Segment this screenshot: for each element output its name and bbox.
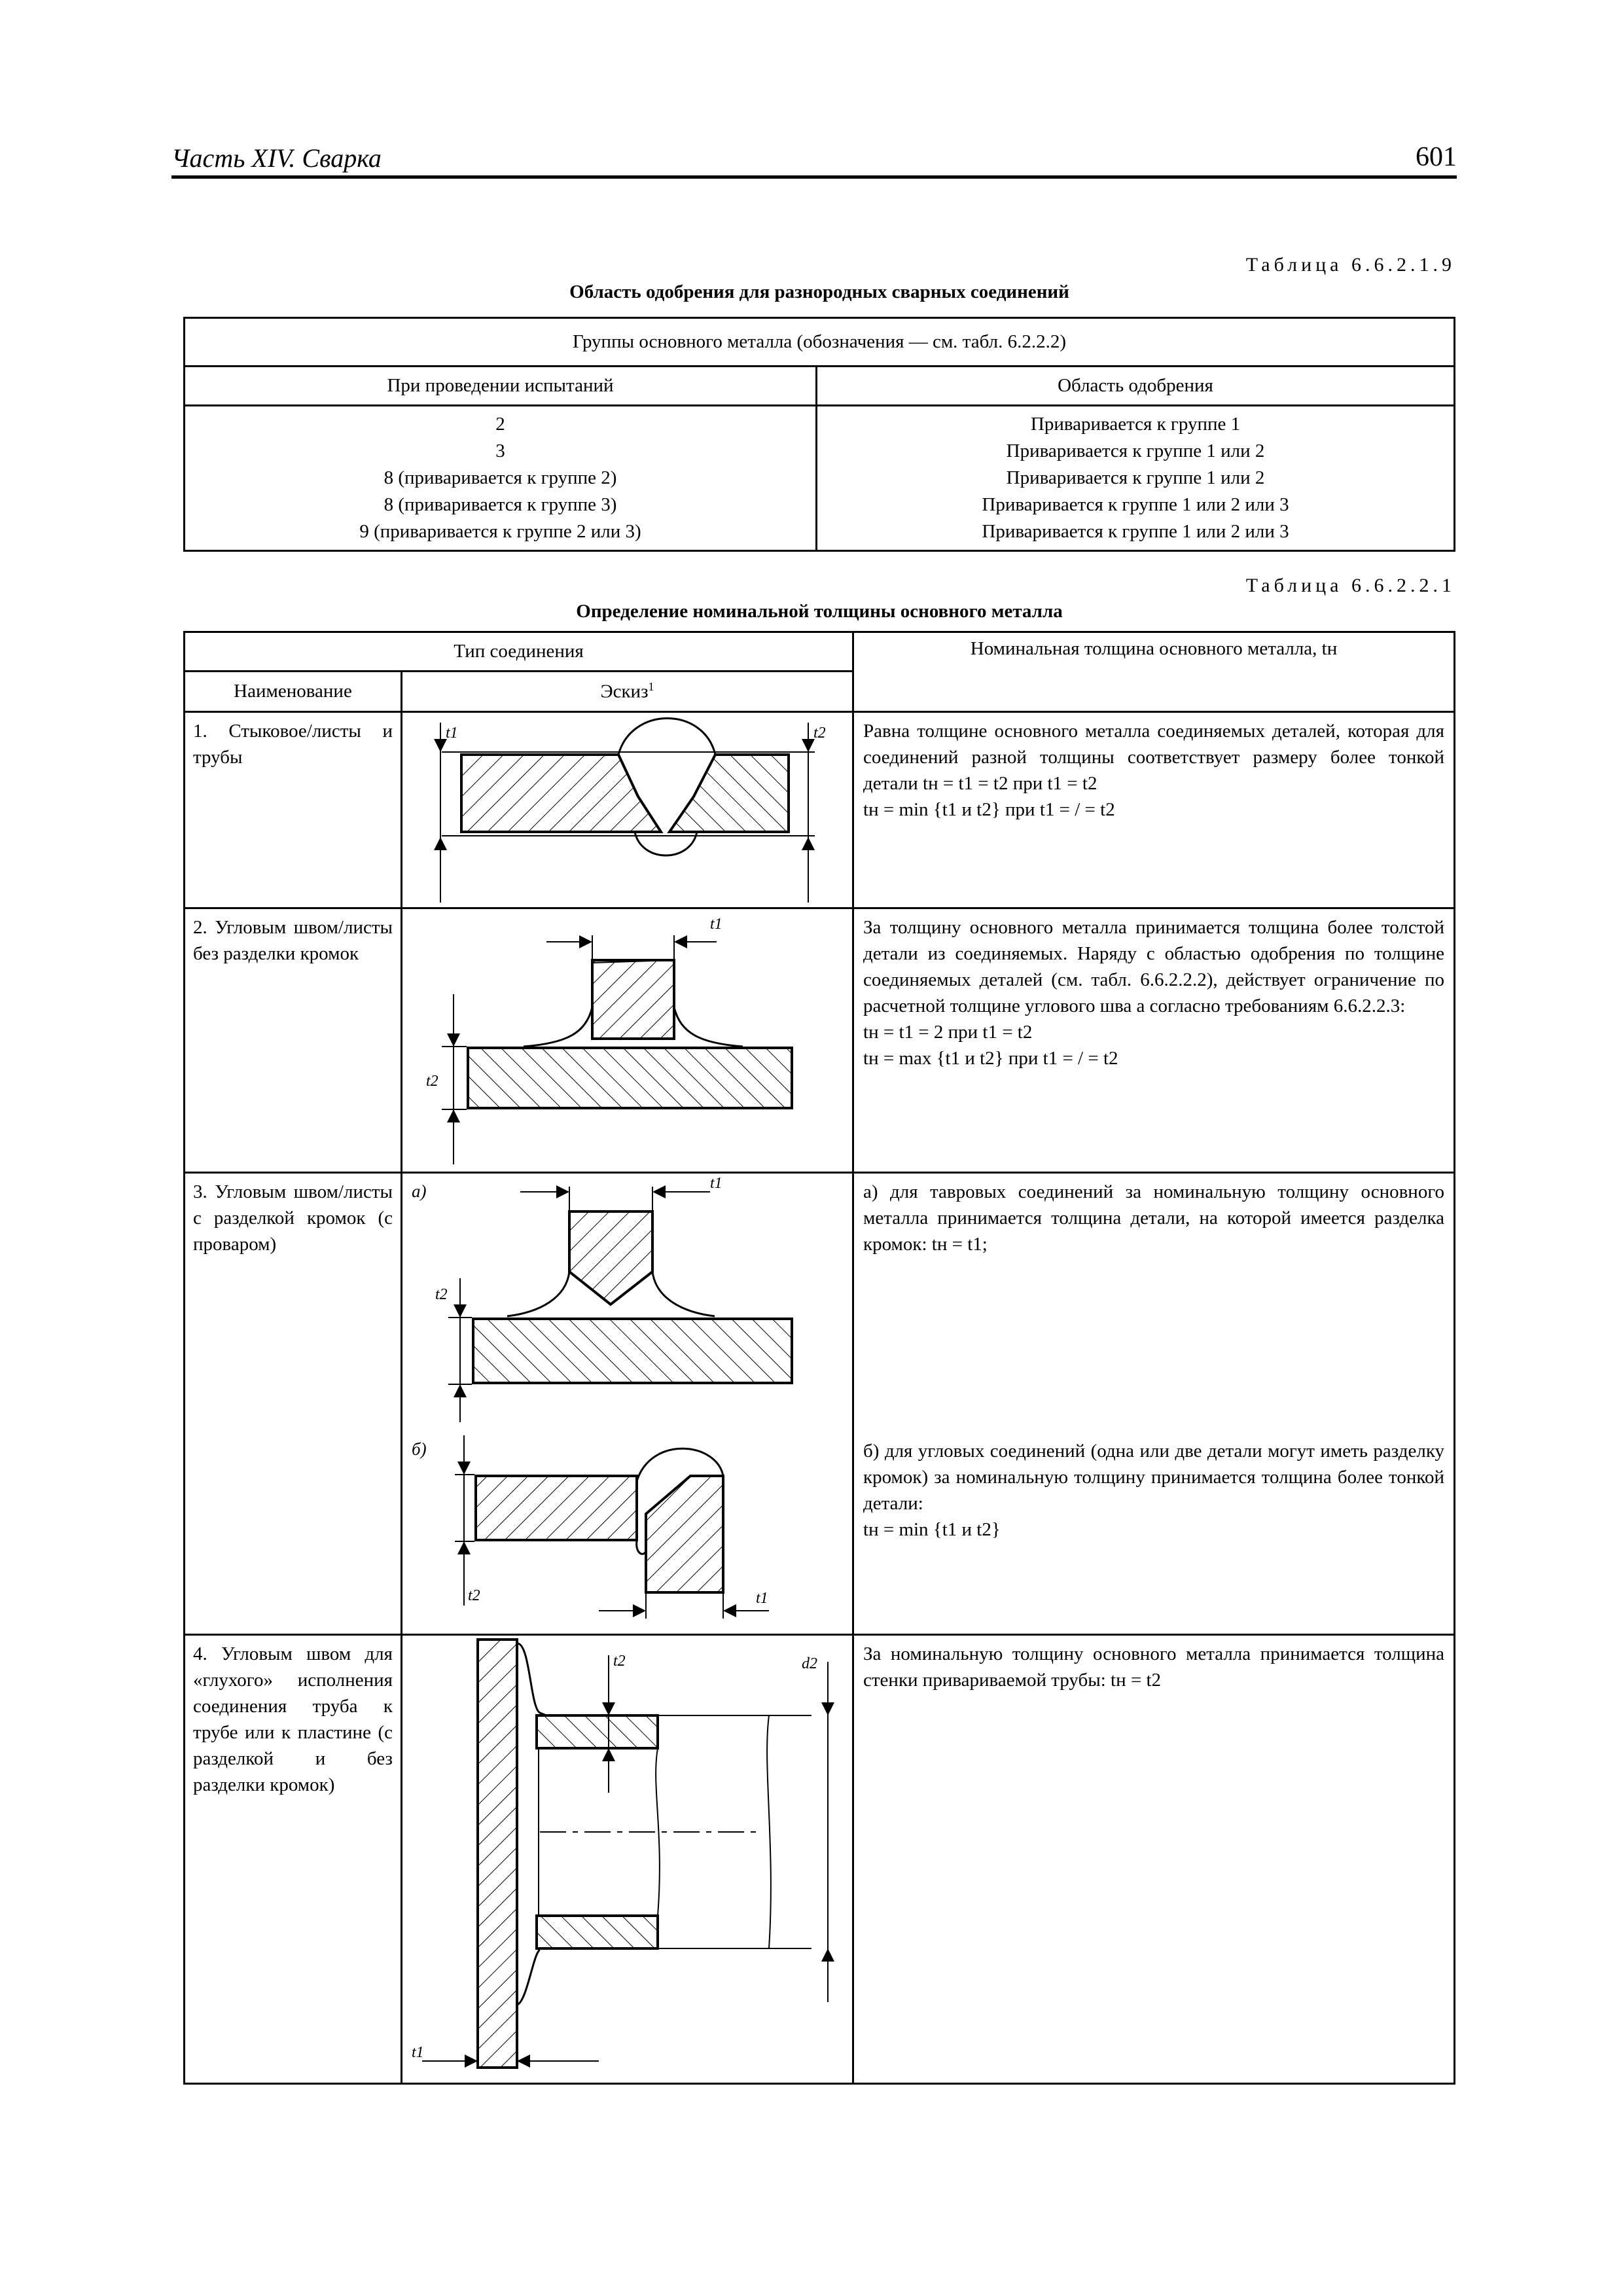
label-t2: t2: [426, 1073, 438, 1090]
table1-approval-cell: [817, 406, 1455, 551]
wall-plate: [478, 1640, 517, 2068]
base-plate-a: [473, 1319, 792, 1383]
label-t1-a: t1: [710, 1175, 722, 1192]
row4-note: [853, 1635, 1455, 2084]
row1-name: 1. Стыковое/листы и трубы: [185, 712, 402, 908]
table1-title: Область одобрения для разнородных сварных соединений: [569, 281, 1069, 302]
table1-approval-item: Приваривается к группе 1: [1030, 414, 1241, 435]
table1-tested-item: 8 (приваривается к группе 2): [383, 467, 617, 488]
row4-text: За номинальную толщину основного металла принимается толщина стенки привариваемой трубы: tн = t2: [863, 1643, 1444, 1691]
table1-label: Таблица 6.6.2.1.9: [1245, 254, 1455, 276]
label-b: б): [412, 1439, 427, 1459]
row2-formula2: tн = max {t1 и t2} при t1 = / = t2: [863, 1048, 1118, 1069]
row3-note: [853, 1173, 1455, 1635]
right-plate: [669, 755, 789, 832]
left-plate: [461, 755, 661, 832]
row1-sketch: [402, 712, 853, 908]
row4-name: 4. Угловым швом для «глухого» исполнения соединения труба к трубе или к пластине (с разделкой и без разделки кромок): [185, 1635, 402, 2084]
table1-tested-item: 2: [495, 414, 505, 435]
vertical-plate: [592, 960, 674, 1039]
row1-text: Равна толщине основного металла соединяемых деталей, которая для соединений разной толщины соответствует размеру более тонкой детали tн = t1 = t2 при t1 = t2: [863, 721, 1444, 794]
table2-col-sketch: [402, 672, 853, 712]
row2-name: 2. Угловым швом/листы без разделки кромок: [185, 908, 402, 1173]
sketch-heading-text: Эскиз: [600, 681, 649, 702]
label-t1-b: t1: [756, 1590, 768, 1607]
row1-note: [853, 712, 1455, 908]
horizontal-plate-b: [476, 1476, 637, 1540]
label-t2-b: t2: [468, 1587, 480, 1604]
table1-approval-item: Приваривается к группе 1 или 2 или 3: [982, 521, 1289, 542]
table1-tested-item: 3: [495, 440, 505, 461]
butt-joint-diagram: [402, 713, 854, 906]
label-t1: t1: [710, 916, 722, 933]
label-d2: d2: [802, 1655, 817, 1672]
table1-tested-cell: [185, 406, 817, 551]
pipe-wall-bottom: [537, 1916, 658, 1948]
header-rule: [171, 175, 1457, 179]
table1: [183, 317, 1455, 552]
row2-formula1: tн = t1 = 2 при t1 = t2: [863, 1022, 1033, 1043]
row3-formula-b: tн = min {t1 и t2}: [863, 1519, 1001, 1540]
label-t2: t2: [613, 1653, 626, 1670]
pipe-wall-top: [537, 1715, 658, 1748]
right-fillet: [674, 1007, 743, 1047]
row3-name: 3. Угловым швом/листы с разделкой кромок (с проваром): [185, 1173, 402, 1635]
pipe-fillet-diagram: [402, 1636, 854, 2082]
base-plate: [468, 1048, 792, 1108]
row3-text-a: а) для тавровых соединений за номинальную толщину основного металла принимается толщина детали, на которой имеется разделка кромок: tн = t1;: [863, 1181, 1444, 1255]
row1-formula: tн = min {t1 и t2} при t1 = / = t2: [863, 799, 1115, 820]
table1-col-approval: Область одобрения: [817, 367, 1455, 406]
beveled-plate: [569, 1211, 652, 1304]
table1-col-tested: При проведении испытаний: [185, 367, 817, 406]
table2-title: Определение номинальной толщины основного металла: [576, 601, 1063, 622]
table2-col-name: Наименование: [185, 672, 402, 712]
label-t1: t1: [446, 725, 458, 742]
left-fillet: [524, 1007, 592, 1047]
table2-col-thickness: Номинальная толщина основного металла, tн: [853, 632, 1455, 712]
fillet-bevel-joint-diagram: [402, 1174, 854, 1633]
section-title: Часть XIV. Сварка: [171, 143, 382, 173]
sketch-footnote: 1: [648, 680, 654, 694]
table1-approval-item: Приваривается к группе 1 или 2: [1006, 440, 1265, 461]
label-t2-a: t2: [435, 1286, 448, 1303]
row3-sketch: [402, 1173, 853, 1635]
row2-note: [853, 908, 1455, 1173]
weld-cap: [618, 719, 715, 755]
row2-sketch: [402, 908, 853, 1173]
label-t2: t2: [813, 725, 826, 742]
table1-approval-item: Приваривается к группе 1 или 2 или 3: [982, 494, 1289, 515]
row2-text: За толщину основного металла принимается толщина более толстой детали из соединяемых. Наряду с областью одобрения по толщине соединяемых деталей (см. табл. 6.6.2.2.2), действует ограничение по расчетной толщине углового шва a согласно требованиям 6.6.2.2.3:: [863, 917, 1444, 1016]
row3-text-b: б) для угловых соединений (одна или две детали могут иметь разделку кромок) за номинальную толщину принимается толщина более тонкой детали:: [863, 1441, 1444, 1514]
row4-sketch: [402, 1635, 853, 2084]
fillet-joint-diagram: [402, 909, 854, 1171]
table1-group-header: Группы основного металла (обозначения — см. табл. 6.2.2.2): [185, 318, 1455, 367]
table1-tested-item: 8 (приваривается к группе 3): [383, 494, 617, 515]
label-t1: t1: [412, 2044, 424, 2061]
table1-approval-item: Приваривается к группе 1 или 2: [1006, 467, 1265, 488]
vertical-plate-b: [646, 1476, 723, 1592]
table1-tested-item: 9 (приваривается к группе 2 или 3): [359, 521, 641, 542]
page-number: 601: [1416, 142, 1457, 172]
table2-col-type: Тип соединения: [185, 632, 853, 672]
label-a: а): [412, 1181, 427, 1201]
table2-label: Таблица 6.6.2.2.1: [1245, 575, 1455, 596]
table2: [183, 631, 1455, 2085]
